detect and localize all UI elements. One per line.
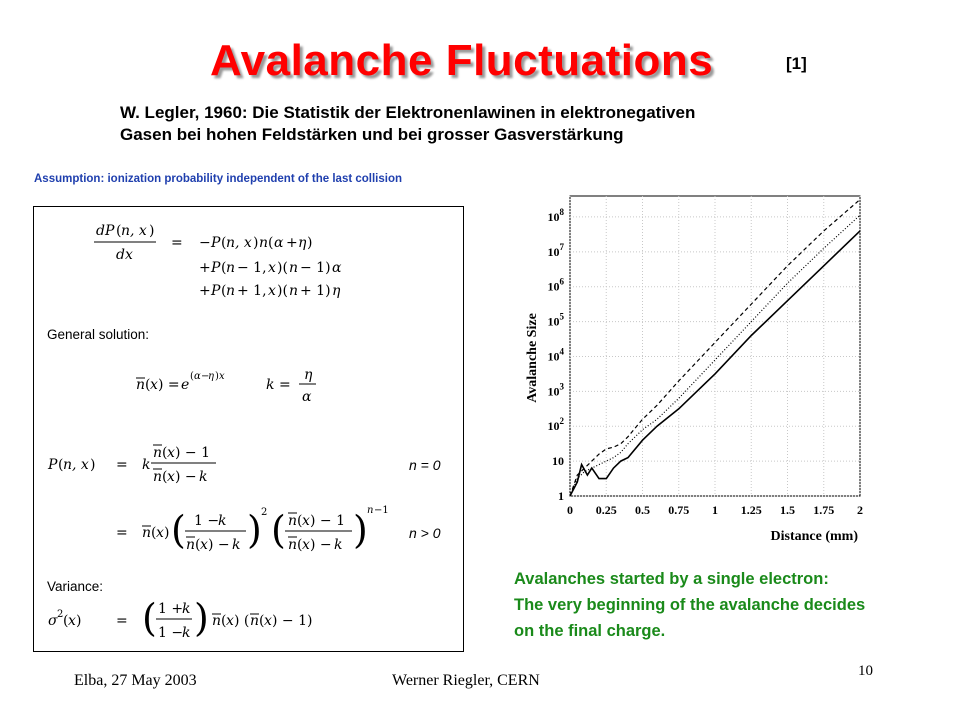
- svg-text:)(: )(: [277, 260, 288, 276]
- svg-text:(: (: [268, 235, 274, 251]
- svg-text:n: n: [153, 469, 163, 485]
- assumption-text: Assumption: ionization probability independent of the last collision: [34, 173, 403, 185]
- variance-label: Variance:: [47, 579, 104, 594]
- note-line-3: on the final charge.: [514, 622, 666, 640]
- footer-author: Werner Riegler, CERN: [392, 672, 540, 689]
- svg-text:n: n: [153, 445, 163, 461]
- svg-text:P: P: [211, 260, 221, 276]
- svg-text:) −: ) −: [310, 537, 332, 553]
- svg-text:(: (: [151, 525, 157, 541]
- x-tick-label: 0.75: [668, 503, 690, 517]
- svg-text:(: (: [116, 223, 122, 239]
- svg-text:− 1,: − 1,: [237, 260, 267, 276]
- svg-text:n: n: [288, 537, 298, 553]
- y-tick-label: 10: [552, 454, 564, 469]
- svg-text:n: n: [250, 613, 260, 629]
- svg-text:k: k: [182, 601, 191, 617]
- svg-text:x: x: [167, 445, 175, 461]
- svg-text:=: =: [116, 613, 128, 629]
- svg-text:(: (: [162, 469, 168, 485]
- svg-text:n: n: [289, 260, 299, 276]
- svg-text:+ 1): + 1): [300, 283, 331, 299]
- svg-text:η: η: [298, 235, 307, 251]
- svg-text:σ: σ: [48, 613, 58, 629]
- svg-text:k: k: [182, 625, 191, 641]
- avalanche-note: [514, 566, 865, 644]
- y-tick-label: $10^8$: [547, 206, 564, 224]
- svg-text:): ): [76, 613, 82, 629]
- svg-text:x: x: [150, 377, 158, 393]
- avalanche-size-chart: [518, 188, 878, 550]
- svg-text:) =: ) =: [158, 377, 180, 393]
- svg-text:η: η: [332, 283, 341, 299]
- y-tick-label: $10^7$: [547, 241, 564, 259]
- svg-text:k: k: [142, 457, 151, 473]
- svg-text:=: =: [171, 235, 183, 251]
- svg-text:k: k: [266, 377, 275, 393]
- svg-text:η: η: [208, 371, 214, 382]
- svg-text:+: +: [199, 283, 211, 299]
- svg-text:x: x: [200, 537, 208, 553]
- chart-svg: [518, 188, 878, 550]
- svg-text:dP: dP: [96, 223, 115, 239]
- svg-text:n, x: n, x: [63, 457, 89, 473]
- svg-text:−: −: [201, 371, 210, 382]
- svg-text:(: (: [271, 508, 286, 552]
- svg-text:α: α: [274, 235, 284, 251]
- svg-text:x: x: [264, 613, 272, 629]
- svg-text:k: k: [232, 537, 241, 553]
- svg-text:P: P: [211, 283, 221, 299]
- citation-line-1: W. Legler, 1960: Die Statistik der Elektronenlawinen in elektronegativen: [120, 103, 696, 122]
- y-axis-label: Avalanche Size: [525, 313, 540, 403]
- svg-text:x: x: [226, 613, 234, 629]
- svg-text:) −: ) −: [208, 537, 230, 553]
- svg-text:(: (: [221, 260, 227, 276]
- svg-text:): ): [194, 596, 209, 640]
- svg-text:x: x: [68, 613, 76, 629]
- svg-text:): ): [215, 371, 219, 382]
- svg-text:+ 1,: + 1,: [237, 283, 267, 299]
- x-axis-label: Distance (mm): [770, 529, 858, 544]
- svg-text:x: x: [302, 513, 310, 529]
- svg-text:) − 1): ) − 1): [272, 613, 313, 629]
- svg-text:(: (: [190, 371, 194, 382]
- x-tick-label: 2: [857, 503, 863, 517]
- svg-text:dx: dx: [116, 247, 133, 263]
- svg-text:α: α: [194, 371, 201, 382]
- svg-text:): ): [253, 235, 259, 251]
- svg-text:(: (: [171, 508, 186, 552]
- y-tick-label: $10^6$: [547, 276, 564, 294]
- y-tick-label: 1: [558, 489, 564, 503]
- svg-text:(: (: [221, 235, 227, 251]
- svg-text:e: e: [181, 377, 190, 393]
- svg-text:+: +: [199, 260, 211, 276]
- svg-text:x: x: [167, 469, 175, 485]
- svg-text:η: η: [304, 367, 313, 383]
- svg-text:)(: )(: [277, 283, 288, 299]
- svg-text:): ): [149, 223, 155, 239]
- svg-text:n: n: [226, 283, 236, 299]
- y-tick-label: $10^5$: [547, 311, 564, 329]
- svg-text:(: (: [221, 613, 227, 629]
- footer-date: Elba, 27 May 2003: [74, 672, 197, 689]
- x-tick-label: 0.5: [635, 503, 650, 517]
- citation: [120, 102, 695, 146]
- svg-text:n: n: [367, 505, 374, 516]
- svg-text:α: α: [332, 260, 342, 276]
- svg-text:=: =: [116, 457, 128, 473]
- svg-text:n: n: [212, 613, 222, 629]
- svg-text:): ): [90, 457, 96, 473]
- svg-text:(: (: [58, 457, 64, 473]
- svg-text:(: (: [259, 613, 265, 629]
- svg-text:− 1): − 1): [300, 260, 331, 276]
- svg-text:2: 2: [261, 507, 268, 518]
- svg-text:(: (: [162, 445, 168, 461]
- svg-text:(: (: [221, 283, 227, 299]
- svg-text:2: 2: [57, 609, 64, 620]
- svg-text:n, x: n, x: [121, 223, 147, 239]
- svg-text:n: n: [289, 283, 299, 299]
- svg-text:): ): [307, 235, 313, 251]
- svg-text:) −: ) −: [175, 469, 197, 485]
- svg-text:n: n: [226, 260, 236, 276]
- svg-text:x: x: [156, 525, 164, 541]
- svg-text:n, x: n, x: [226, 235, 252, 251]
- x-tick-label: 1.75: [813, 503, 835, 517]
- series-line-solid: [570, 231, 860, 496]
- citation-line-2: Gasen bei hohen Feldstärken und bei grosser Gasverstärkung: [120, 125, 624, 144]
- svg-text:x: x: [302, 537, 310, 553]
- svg-text:+: +: [286, 235, 298, 251]
- svg-text:−: −: [199, 235, 211, 251]
- svg-text:P: P: [48, 457, 58, 473]
- x-tick-label: 1: [712, 503, 718, 517]
- y-tick-label: $10^3$: [547, 381, 564, 399]
- note-line-1: Avalanches started by a single electron:: [514, 570, 829, 588]
- y-tick-label: $10^2$: [547, 416, 564, 434]
- svg-text:k: k: [334, 537, 343, 553]
- condition-n-zero: n = 0: [409, 457, 441, 473]
- svg-text:α: α: [302, 389, 312, 405]
- svg-text:(: (: [297, 537, 303, 553]
- general-solution-label: General solution:: [47, 327, 150, 342]
- svg-text:(: (: [195, 537, 201, 553]
- svg-text:k: k: [218, 513, 227, 529]
- x-tick-label: 1.5: [780, 503, 795, 517]
- equation-box: [33, 206, 464, 652]
- svg-text:x: x: [268, 260, 276, 276]
- x-tick-label: 1.25: [740, 503, 762, 517]
- svg-text:) − 1: ) − 1: [310, 513, 345, 529]
- svg-text:n: n: [288, 513, 298, 529]
- svg-text:P: P: [211, 235, 221, 251]
- svg-text:1 +: 1 +: [158, 601, 184, 617]
- slide-title: Avalanche Fluctuations: [210, 36, 714, 85]
- svg-text:) (: ) (: [234, 613, 250, 629]
- svg-text:k: k: [199, 469, 208, 485]
- svg-text:): ): [247, 508, 262, 552]
- x-tick-label: 0.25: [595, 503, 617, 517]
- svg-text:n: n: [186, 537, 196, 553]
- y-tick-label: $10^4$: [547, 346, 564, 364]
- svg-text:(: (: [63, 613, 69, 629]
- svg-text:x: x: [268, 283, 276, 299]
- svg-text:) − 1: ) − 1: [175, 445, 210, 461]
- x-tick-label: 0: [567, 503, 573, 517]
- page-number: 10: [858, 663, 873, 679]
- svg-text:=: =: [279, 377, 291, 393]
- svg-text:x: x: [219, 371, 225, 382]
- svg-text:−1: −1: [374, 505, 389, 516]
- svg-text:): ): [353, 508, 368, 552]
- svg-text:n: n: [136, 377, 146, 393]
- svg-text:1 −: 1 −: [158, 625, 184, 641]
- svg-text:n: n: [142, 525, 152, 541]
- svg-text:(: (: [142, 596, 157, 640]
- svg-text:=: =: [116, 525, 128, 541]
- condition-n-positive: n > 0: [409, 525, 441, 541]
- note-line-2: The very beginning of the avalanche decides: [514, 596, 866, 614]
- svg-text:): ): [164, 525, 170, 541]
- svg-text:(: (: [297, 513, 303, 529]
- svg-text:n: n: [259, 235, 269, 251]
- reference-marker: [1]: [786, 54, 807, 73]
- svg-text:(: (: [145, 377, 151, 393]
- svg-text:1 −: 1 −: [194, 513, 220, 529]
